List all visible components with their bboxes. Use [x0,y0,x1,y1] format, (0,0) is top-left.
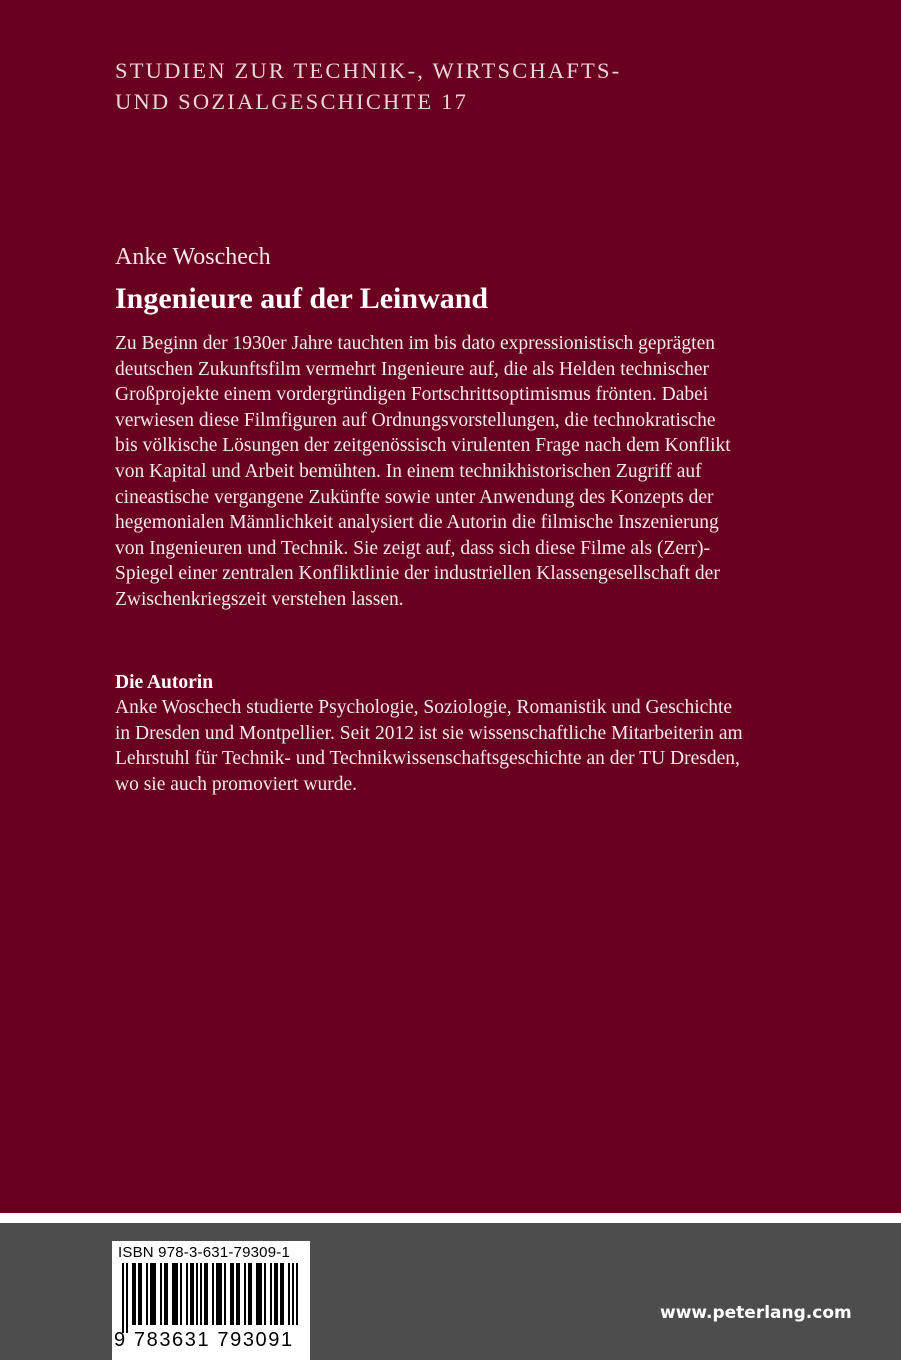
series-title-line-2: UND SOZIALGESCHICHTE 17 [115,89,469,114]
isbn-label: ISBN 978-3-631-79309-1 [118,1244,291,1261]
blurb-line: verwiesen diese Filmfiguren auf Ordnungsvorstellungen, die technokratische [115,409,716,431]
blurb-line: deutschen Zukunftsfilm vermehrt Ingenieure auf, die als Helden technischer [115,358,709,380]
blurb-line: hegemonialen Männlichkeit analysiert die Autorin die filmische Inszenierung [115,512,719,534]
blurb [115,331,835,613]
barcode-bars [122,1263,302,1333]
ean-digits: 9 783631 793091 [114,1329,294,1351]
author-bio [115,695,835,797]
bio-line: Lehrstuhl für Technik- und Technikwissenschaftsgeschichte an der TU Dresden, [115,748,740,770]
blurb-line: bis völkische Lösungen der zeitgenössisch virulenten Frage nach dem Konflikt [115,435,731,457]
bio-line: wo sie auch promoviert wurde. [115,773,358,795]
series-title-line-1: STUDIEN ZUR TECHNIK-, WIRTSCHAFTS- [115,58,622,83]
bio-line: in Dresden und Montpellier. Seit 2012 ist sie wissenschaftliche Mitarbeiterin am [115,722,743,744]
barcode-box [112,1241,310,1360]
bio-line: Anke Woschech studierte Psychologie, Soziologie, Romanistik und Geschichte [115,697,733,718]
blurb-line: Spiegel einer zentralen Konfliktlinie der industriellen Klassengesellschaft der [115,563,720,585]
bio-heading: Die Autorin [115,672,214,693]
blurb-line: Zu Beginn der 1930er Jahre tauchten im bis dato expressionistisch geprägten [115,333,716,354]
footer-divider [0,1213,901,1223]
publisher-website[interactable]: www.peterlang.com [660,1303,852,1323]
blurb-line: Zwischenkriegszeit verstehen lassen. [115,588,404,610]
blurb-line: Großprojekte einem vordergründigen Fortschrittsoptimismus frönten. Dabei [115,384,709,406]
blurb-line: von Ingenieuren und Technik. Sie zeigt auf, dass sich diese Filme als (Zerr)- [115,537,711,559]
author-name: Anke Woschech [115,244,271,270]
series-title [115,55,815,117]
blurb-line: von Kapital und Arbeit bemühten. In einem technikhistorischen Zugriff auf [115,460,702,482]
blurb-line: cineastische vergangene Zukünfte sowie unter Anwendung des Konzepts der [115,486,714,508]
book-title: Ingenieure auf der Leinwand [115,282,489,315]
